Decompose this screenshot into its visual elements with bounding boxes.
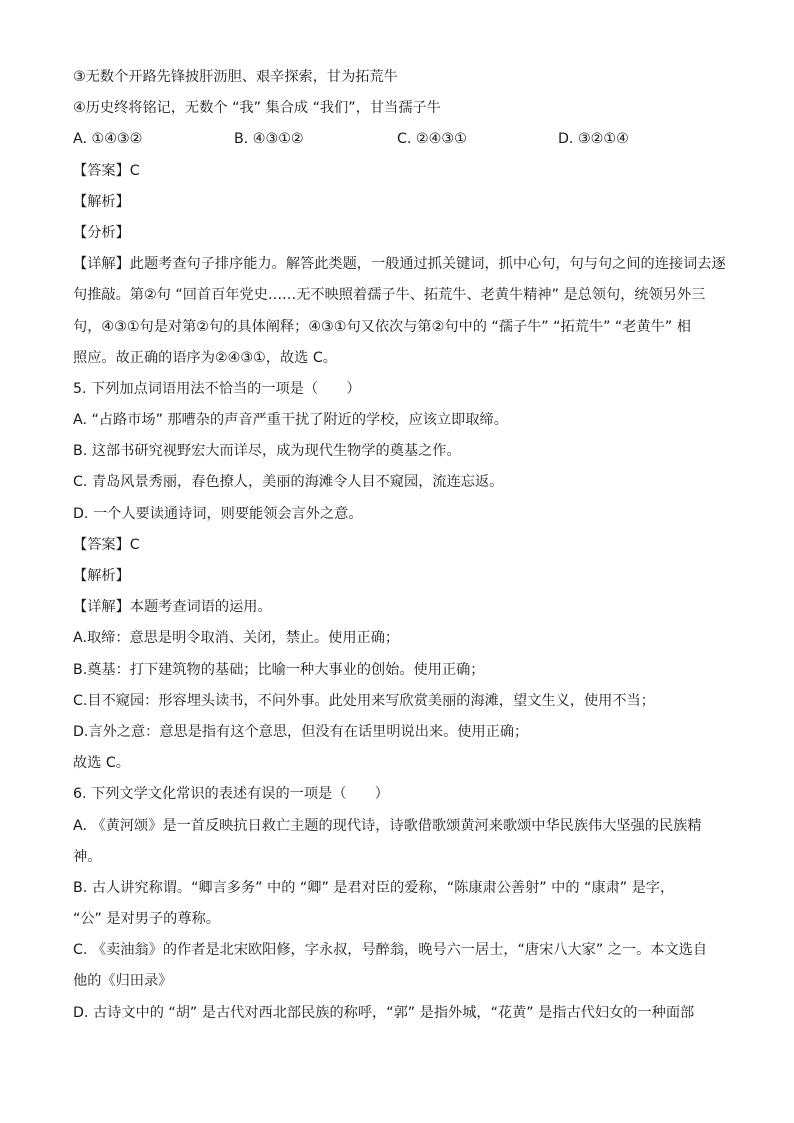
q5-detail-line: B.奠基：打下建筑物的基础；比喻一种大事业的创始。使用正确； (73, 661, 485, 678)
fenxi-heading: 【分析】 (73, 224, 130, 241)
order-options (73, 124, 723, 155)
q6-line: 神。 (73, 848, 102, 865)
detail-line: 照应。故正确的语序为②④③①，故选 C。 (73, 349, 337, 366)
q5-detail-line: 故选 C。 (73, 755, 130, 772)
q5-detail-line: 【详解】本题考查词语的运用。 (73, 599, 272, 616)
detail-line: 句，④③①句是对第②句的具体阐释；④③①句又依次与第②句中的 “孺子牛” “拓荒牛” “老黄牛” 相 (73, 318, 691, 335)
document-page (73, 62, 726, 1029)
sentence-item-4: ④历史终将铭记，无数个 “我” 集合成 “我们”，甘当孺子牛 (73, 100, 441, 117)
sentence-item-3: ③无数个开路先锋披肝沥胆、艰辛探索，甘为拓荒牛 (73, 69, 398, 85)
q5-option-a: A. “占路市场” 那嘈杂的声音严重干扰了附近的学校，应该立即取缔。 (73, 412, 508, 429)
answer-label: 【答案】C (73, 162, 140, 179)
option-c: C. ②④③① (397, 131, 467, 148)
q6-line: D. 古诗文中的 “胡” 是古代对西北部民族的称呼，“郭” 是指外城，“花黄” 是指古代妇女的一种面部 (73, 1004, 695, 1021)
q5-analysis-heading: 【解析】 (73, 568, 130, 584)
q5-detail-line: A.取缔：意思是明令取消、关闭，禁止。使用正确； (73, 630, 400, 647)
q6-line: 他的《归田录》 (73, 973, 173, 990)
q6-line: B. 古人讲究称谓。“卿言多务” 中的 “卿” 是君对臣的爱称，“陈康肃公善射” 中的 “康肃” 是字， (73, 879, 675, 896)
question-5-stem: 5. 下列加点词语用法不恰当的一项是（ ） (73, 380, 361, 397)
q5-option-c: C. 青岛风景秀丽，春色撩人，美丽的海滩令人目不窥园，流连忘返。 (73, 474, 504, 491)
detail-line: 【详解】此题考查句子排序能力。解答此类题，一般通过抓关键词，抓中心句，句与句之间的连接词去逐 (73, 256, 726, 273)
q5-detail-line: D.言外之意：意思是指有这个意思，但没有在话里明说出来。使用正确； (73, 723, 529, 740)
question-6-stem: 6. 下列文学文化常识的表述有误的一项是（ ） (73, 786, 389, 803)
q6-line: “公” 是对男子的尊称。 (73, 911, 220, 928)
option-a: A. ①④③② (73, 131, 143, 148)
q5-answer: 【答案】C (73, 536, 140, 553)
analysis-heading: 【解析】 (73, 193, 130, 210)
detail-line: 句推敲。第②句 “回首百年党史……无不映照着孺子牛、拓荒牛、老黄牛精神” 是总领句，统领另外三 (73, 287, 706, 304)
option-d: D. ③②①④ (558, 131, 629, 148)
q5-option-d: D. 一个人要读通诗词，则要能领会言外之意。 (73, 505, 363, 522)
q6-line: A. 《黄河颂》是一首反映抗日救亡主题的现代诗，诗歌借歌颂黄河来歌颂中华民族伟大坚强的民族精 (73, 817, 702, 834)
option-b: B. ④③①② (234, 131, 304, 148)
q5-detail-line: C.目不窥园：形容埋头读书，不问外事。此处用来写欣赏美丽的海滩，望文生义，使用不当； (73, 692, 655, 709)
q6-line: C. 《卖油翁》的作者是北宋欧阳修，字永叔，号醉翁，晚号六一居士，“唐宋八大家” 之一。本文选自 (73, 942, 708, 959)
q5-option-b: B. 这部书研究视野宏大而详尽，成为现代生物学的奠基之作。 (73, 443, 461, 460)
